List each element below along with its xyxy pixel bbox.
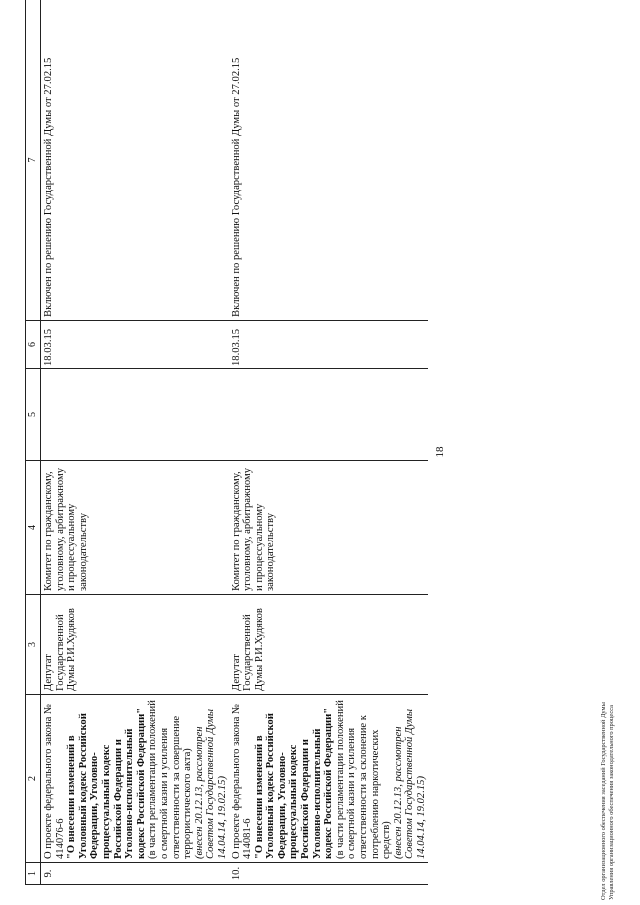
table-header-row bbox=[26, 0, 41, 885]
law-note: (внесен 20.12.13, рассмотрен Советом Государственной Думы 14.04.14, 19.02.15) bbox=[193, 708, 228, 859]
initiator: Депутат Государственной Думы Р.И.Худяков bbox=[229, 595, 428, 695]
empty-cell bbox=[229, 369, 428, 461]
column-header: 4 bbox=[26, 461, 41, 595]
footer bbox=[600, 620, 616, 900]
row-number: 10. bbox=[229, 863, 428, 885]
law-description bbox=[41, 695, 229, 863]
law-title: О проекте федерального закона № 414081-6 bbox=[230, 703, 254, 859]
initiator: Депутат Государственной Думы Р.И.Худяков bbox=[41, 595, 229, 695]
status: Включен по решению Государственной Думы от 27.02.15 bbox=[41, 0, 229, 321]
law-description bbox=[229, 695, 428, 863]
law-title: О проекте федерального закона № 414076-6 bbox=[43, 703, 66, 859]
table-row bbox=[41, 0, 229, 885]
law-name: "О внесении изменений в Уголовный кодекс Российской Федерации, Уголовно-процессуальный кодекс Российской Федерации и Уголовно-исполнительный кодекс Российской Федерации" bbox=[66, 707, 147, 859]
status: Включен по решению Государственной Думы от 27.02.15 bbox=[229, 0, 428, 321]
rotated-content bbox=[25, 0, 620, 885]
column-header: 2 bbox=[26, 695, 41, 863]
column-header: 1 bbox=[26, 863, 41, 885]
law-name: "О внесении изменений в Уголовный кодекс Российской Федерации, Уголовно-процессуальный кодекс Российской Федерации и Уголовно-исполнительный кодекс Российской Федерации" bbox=[253, 707, 335, 859]
law-note: (внесен 20.12.13, рассмотрен Советом Государственной Думы 14.04.14, 19.02.15) bbox=[392, 708, 427, 859]
row-number: 9. bbox=[41, 863, 229, 885]
column-header: 5 bbox=[26, 369, 41, 461]
column-header: 3 bbox=[26, 595, 41, 695]
date: 18.03.15 bbox=[41, 321, 229, 369]
column-header: 6 bbox=[26, 321, 41, 369]
footer-line: Отдел организационного обеспечения заседаний Государственной Думы bbox=[600, 702, 607, 900]
committee: Комитет по гражданскому, уголовному, арбитражному и процессуальному законодательству bbox=[229, 461, 428, 595]
footer-line: Управления организационного обеспечения законодательного процесса bbox=[608, 705, 615, 900]
law-part: (в части регламентации положений о смертной казни и усиления ответственности за совершение террористического акта) bbox=[147, 700, 194, 859]
page-number: 18 bbox=[434, 446, 446, 458]
empty-cell bbox=[41, 369, 229, 461]
column-header: 7 bbox=[26, 0, 41, 321]
date: 18.03.15 bbox=[229, 321, 428, 369]
law-part: (в части регламентации положений о смертной казни и усиления ответственности за склонение к потреблению наркотических средств) bbox=[334, 700, 393, 859]
agenda-table bbox=[25, 0, 428, 885]
committee: Комитет по гражданскому, уголовному, арбитражному и процессуальному законодательству bbox=[41, 461, 229, 595]
table-row bbox=[229, 0, 428, 885]
